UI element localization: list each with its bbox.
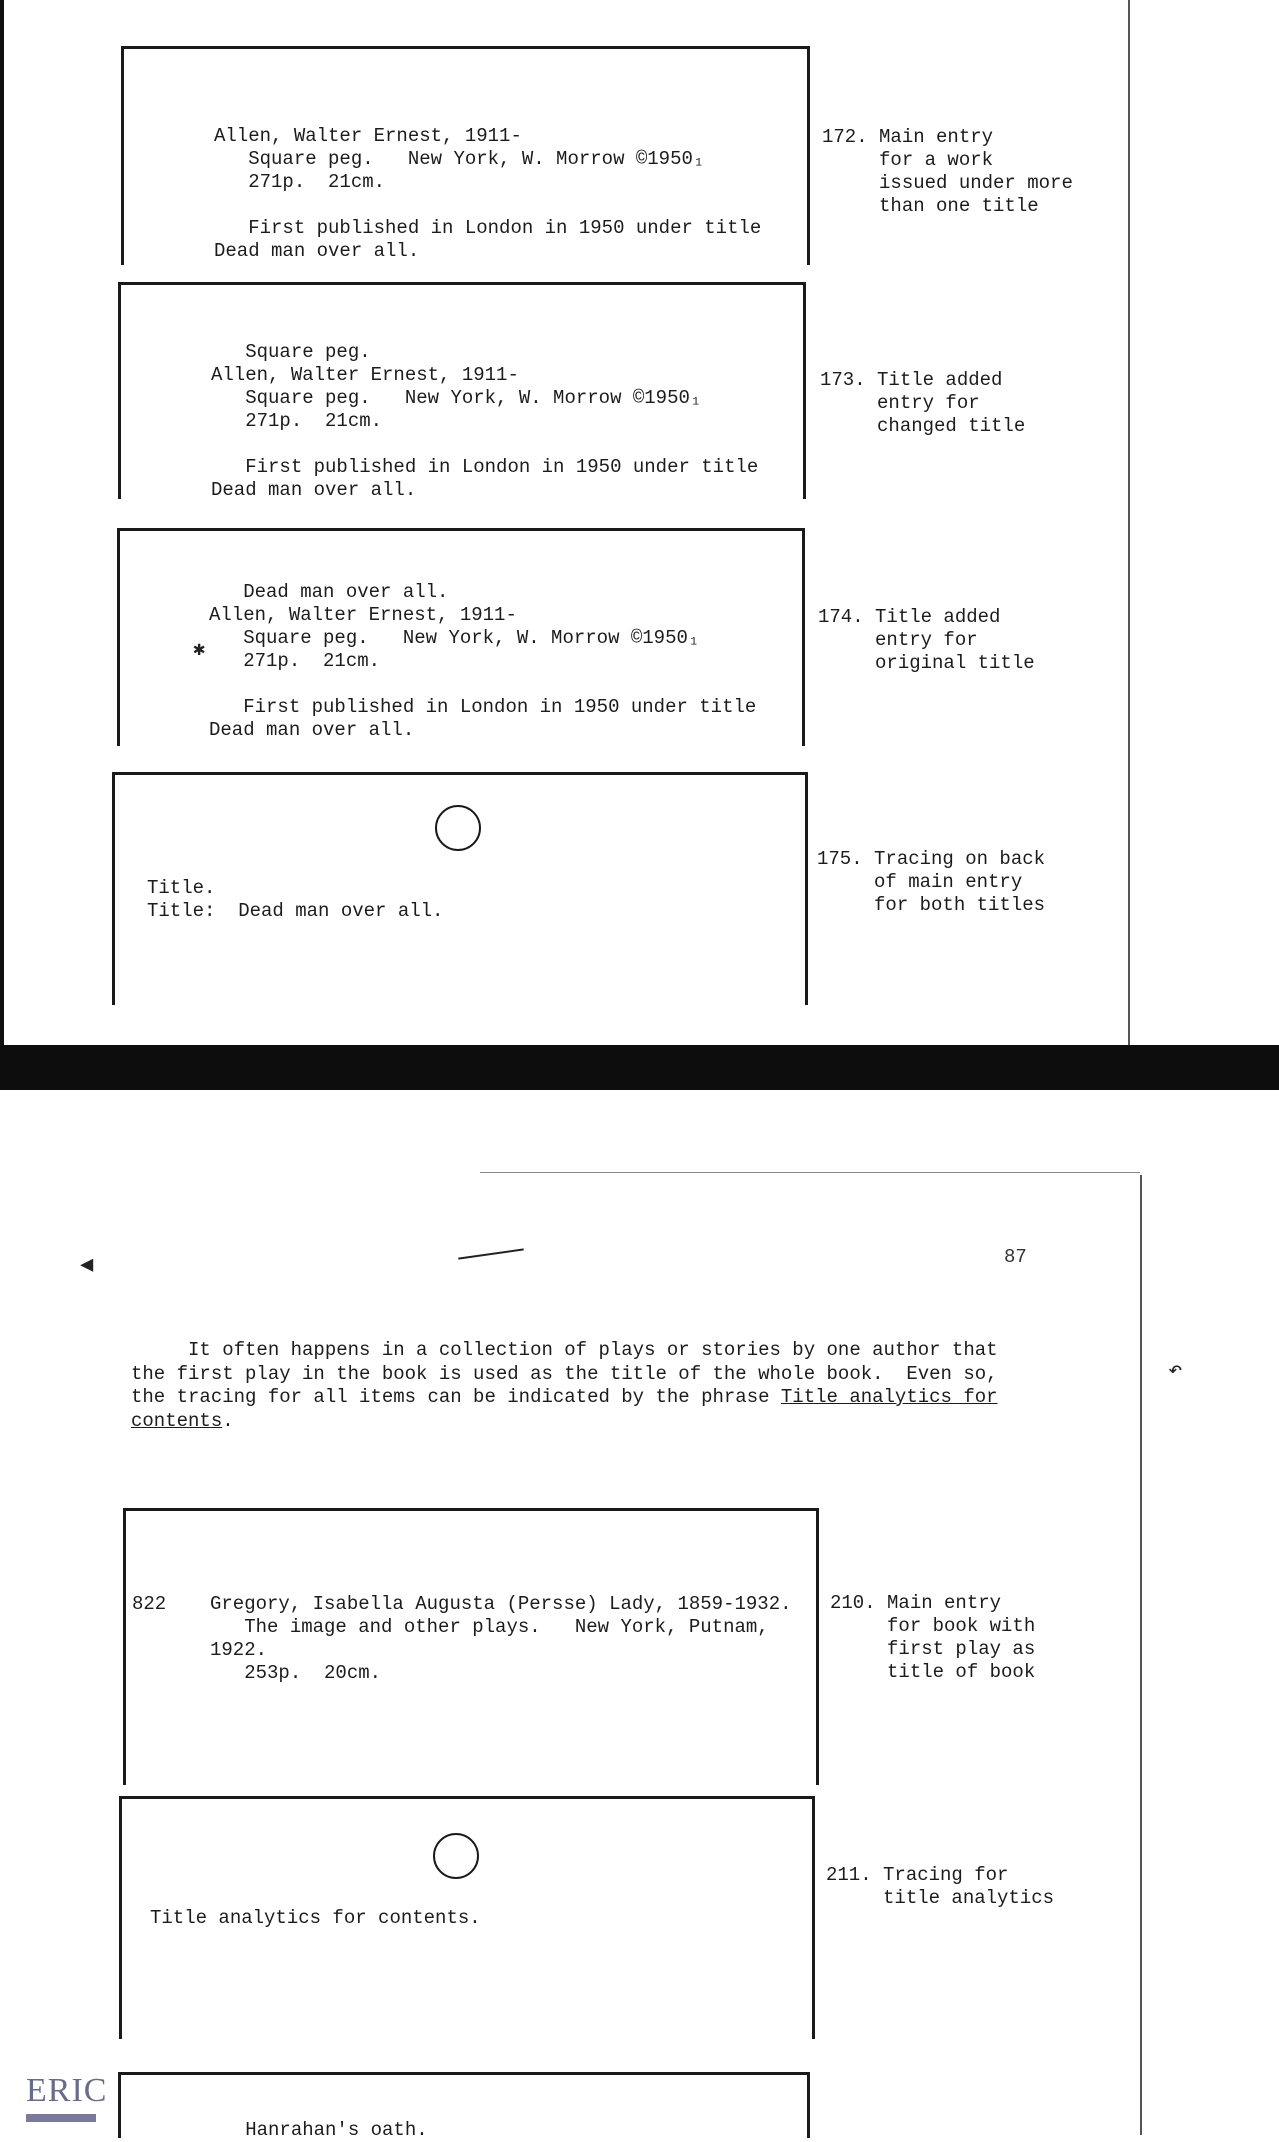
catalog-card-175 xyxy=(112,772,808,1005)
card-text: Hanrahan's oath. xyxy=(211,2119,428,2141)
margin-rule xyxy=(1128,0,1130,1045)
scan-line xyxy=(480,1172,1140,1173)
card-note-172: 172. Main entry for a work issued under more than one title xyxy=(822,126,1073,217)
card-text: Title. Title: Dead man over all. xyxy=(147,877,444,922)
card-text: Dead man over all. Allen, Walter Ernest, 1911- Square peg. New York, W. Morrow ©1950₁ 271p. 21cm. First published in London in 1950 under title Dead man over all. xyxy=(209,581,757,741)
card-punch-hole xyxy=(435,805,481,851)
eric-logo xyxy=(22,2070,108,2130)
card-text: Gregory, Isabella Augusta (Persse) Lady, 1859-1932. The image and other plays. New York, Putnam, 1922. 253p. 20cm. xyxy=(210,1593,792,1684)
body-paragraph: It often happens in a collection of plays or stories by one author that the first play in the book is used as the title of the whole book. Even so, the tracing for all items can be indicated by the phrase Title analytics for contents. xyxy=(131,1339,998,1432)
catalog-card-173 xyxy=(118,282,806,499)
card-note-174: 174. Title added entry for original title xyxy=(818,606,1035,674)
card-text: Allen, Walter Ernest, 1911- Square peg. New York, W. Morrow ©1950₁ 271p. 21cm. First published in London in 1950 under title Dead man over all. xyxy=(214,125,762,262)
catalog-card-211 xyxy=(119,1796,815,2039)
margin-rule xyxy=(1140,1175,1142,2135)
page-number: 87 xyxy=(1004,1246,1027,1268)
call-number: 822 xyxy=(132,1593,167,1615)
card-note-211: 211. Tracing for title analytics xyxy=(826,1864,1055,1909)
catalog-card-next xyxy=(118,2072,810,2141)
card-punch-hole xyxy=(433,1833,479,1879)
card-note-210: 210. Main entry for book with first play as title of book xyxy=(830,1592,1036,1683)
page-edge xyxy=(0,0,4,1045)
card-note-173: 173. Title added entry for changed title xyxy=(820,369,1026,437)
catalog-card-210 xyxy=(123,1508,819,1785)
ink-mark: ✱ xyxy=(193,639,206,662)
card-text: Title analytics for contents. xyxy=(150,1907,481,1929)
card-note-175: 175. Tracing on back of main entry for both titles xyxy=(817,848,1046,916)
ink-mark: ◀ xyxy=(80,1253,94,1278)
page-break-band xyxy=(0,1045,1279,1090)
catalog-card-174 xyxy=(117,528,805,746)
card-text: Square peg. Allen, Walter Ernest, 1911- Square peg. New York, W. Morrow ©1950₁ 271p. 21cm. First published in London in 1950 under title Dead man over all. xyxy=(211,341,759,501)
eric-logo-text: ERIC xyxy=(26,2072,108,2109)
ink-mark: ↶ xyxy=(1168,1358,1183,1385)
catalog-card-172 xyxy=(121,46,810,265)
top-page xyxy=(0,0,1279,1045)
eric-logo-bar xyxy=(26,2114,96,2122)
